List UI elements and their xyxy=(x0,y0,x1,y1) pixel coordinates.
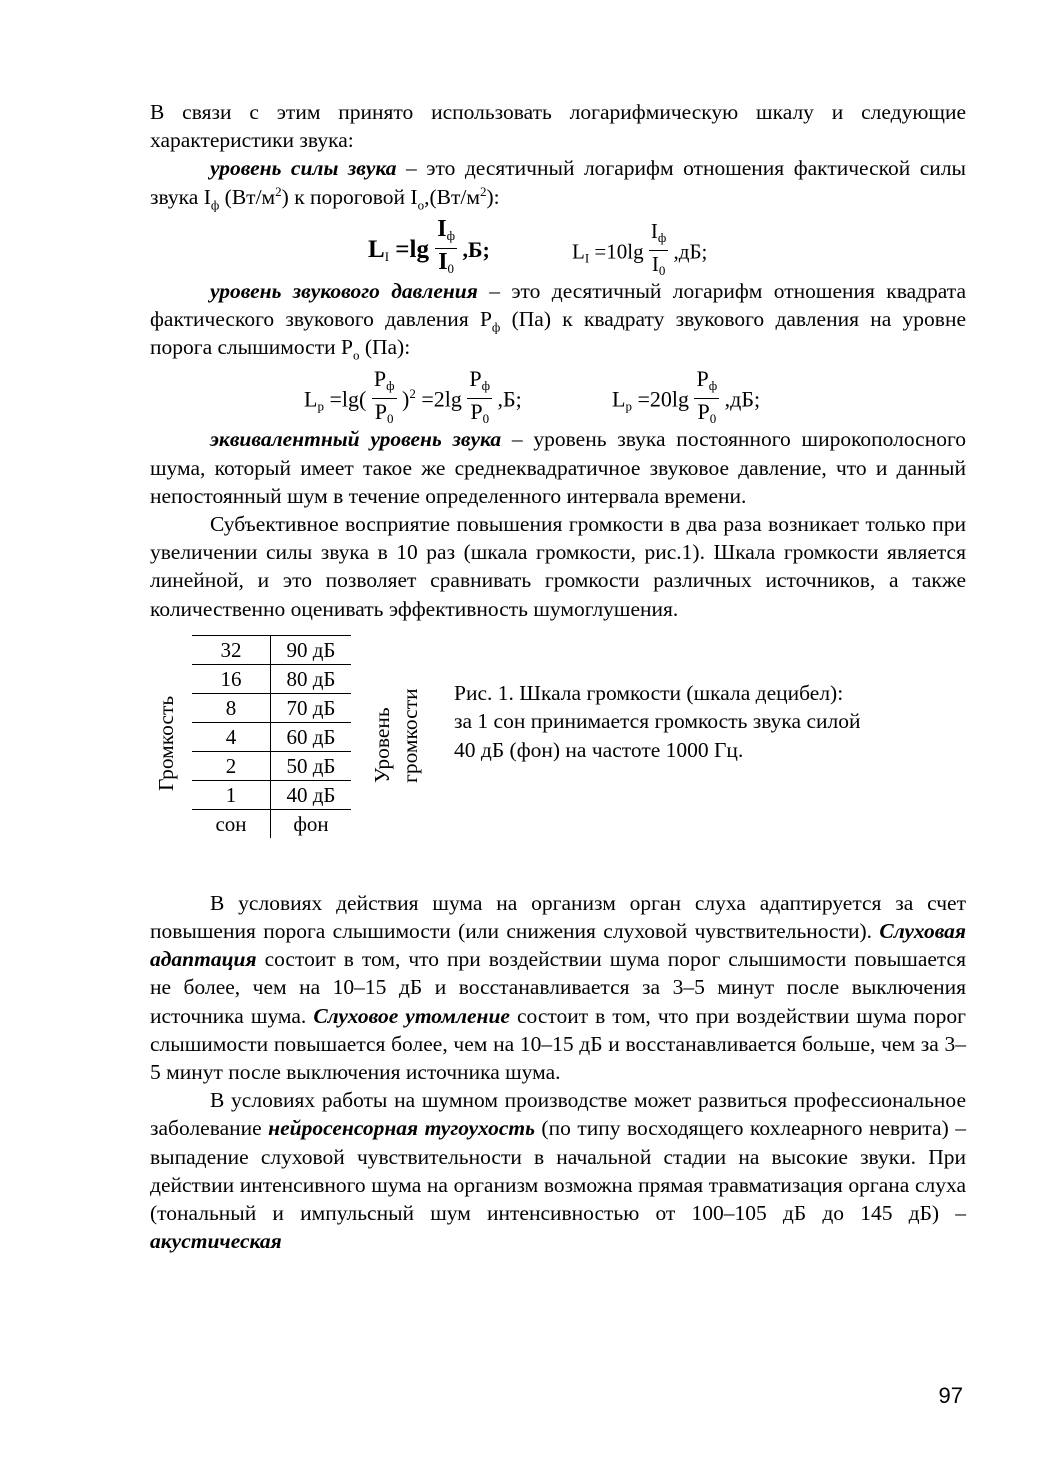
formula-pressure-bels: Lp =lg( $\frac{Pф}{P0}$ )$^2$ =2lg $\frac{Pф}{P0}$ ,Б; xyxy=(304,366,522,427)
term-sensorineural-hearing-loss: нейросенсорная тугоухость xyxy=(268,1116,535,1141)
paragraph-intro: В связи с этим принято использовать логарифмическую шкалу и следующие характеристики звука: xyxy=(150,100,966,153)
scale-footer-row xyxy=(192,809,351,838)
term-sound-intensity-level: уровень силы звука xyxy=(210,156,397,181)
scale-phon-cell: 40 дБ xyxy=(271,780,352,809)
scale-phon-cell: 50 дБ xyxy=(271,751,352,780)
scale-row xyxy=(192,635,351,664)
scale-son-cell: 4 xyxy=(192,722,271,751)
paragraph-loudness-scale: Субъективное восприятие повышения громкости в два раза возникает только при увеличении силы звука в 10 раз (шкала громкости, рис.1). Шкала громкости является линейной, и это позволяет сравнивать громкости различных источников, а также количественно оценивать эффективность шумоглушения. xyxy=(150,512,966,621)
term-auditory-fatigue: Слуховое утомление xyxy=(313,1003,510,1028)
paragraph-equivalent-level: эквивалентный уровень звука – уровень звука постоянного широкополосного шума, который имеет такое же среднеквадратичное звуковое давление, что и данный непостоянный шум в течение определенного интервала времени. xyxy=(150,427,966,508)
scale-row xyxy=(192,722,351,751)
term-auditory-adaptation: Слуховая адаптация xyxy=(150,919,967,972)
paragraph-hearing-loss: В условиях работы на шумном производстве может развиться профессиональное заболевание нейросенсорная тугоухость (по типу восходящего кохлеарного неврита) – выпадение слуховой чувствительности в начальной стадии на высокие звуки. При действии интенсивного шума на организм возможна прямая травматизация органа слуха (тональный и импульсный шум интенсивностью от 100–105 дБ до 145 дБ) – акустическая xyxy=(150,1088,966,1254)
page-number: 97 xyxy=(938,1383,963,1408)
scale-son-cell: 16 xyxy=(192,664,271,693)
axis-label-loudness: Громкость xyxy=(154,695,178,791)
formula-pressure-level xyxy=(150,361,966,425)
scale-row xyxy=(192,751,351,780)
paragraph-sound-intensity-level: уровень силы звука – это десятичный логарифм отношения фактической силы звука $I_ф$ $(Вт/м^2)$ к пороговой $I_o,(Вт/м^2)$: xyxy=(150,156,966,212)
loudness-scale-table xyxy=(192,635,351,838)
formula-pressure-decibels: Lp =20lg $\frac{Pф}{P0}$ ,дБ; xyxy=(612,366,761,427)
paragraph-adaptation: В условиях действия шума на организм орган слуха адаптируется за счет повышения порога слышимости (или снижения слуховой чувствительности). Слуховая адаптация состоит в том, что при воздействии шума порог слышимости повышается не более, чем на 10–15 дБ и восстанавливается за 3–5 минут после выключения источника шума. Слуховое утомление состоит в том, что при воздействии шума порог слышимости повышается более, чем на 10–15 дБ и восстанавливается больше, чем за 3–5 минут после выключения источника шума. xyxy=(150,890,967,1085)
scale-phon-cell: 70 дБ xyxy=(271,693,352,722)
scale-son-cell: 2 xyxy=(192,751,271,780)
scale-unit-phon: фон xyxy=(271,809,352,838)
scale-unit-son: сон xyxy=(192,809,271,838)
figure-loudness-scale xyxy=(150,635,966,875)
figure-caption: Рис. 1. Шкала громкости (шкала децибел): за 1 сон принимается громкость звука силой 40 дБ (фон) на частоте 1000 Гц. xyxy=(454,680,861,762)
scale-son-cell: 32 xyxy=(192,635,271,664)
paragraph-sound-pressure-level: уровень звукового давления – это десятичный логарифм отношения квадрата фактического звукового давления $Р_ф$ (Па) к квадрату звукового давления на уровне порога слышимости $Р_о$ (Па): xyxy=(150,278,966,363)
axis-label-loudness-level: Уровень громкости xyxy=(370,688,422,783)
formula-bels: LI =lg $\frac{Iф}{I0}$ ,Б; xyxy=(368,215,490,276)
scale-son-cell: 8 xyxy=(192,693,271,722)
scale-phon-cell: 60 дБ xyxy=(271,722,352,751)
scale-phon-cell: 80 дБ xyxy=(271,664,352,693)
scale-row xyxy=(192,780,351,809)
term-sound-pressure-level: уровень звукового давления xyxy=(210,278,478,303)
scale-row xyxy=(192,693,351,722)
scale-row xyxy=(192,664,351,693)
formula-decibels: LI =10lg $\frac{Iф}{I0}$ ,дБ; xyxy=(572,218,708,278)
scale-son-cell: 1 xyxy=(192,780,271,809)
term-acoustic: акустическая xyxy=(150,1229,282,1254)
scale-phon-cell: 90 дБ xyxy=(271,635,352,664)
term-equivalent-level: эквивалентный уровень звука xyxy=(210,427,502,452)
page-body xyxy=(150,98,966,1255)
formula-intensity-level xyxy=(150,211,966,277)
